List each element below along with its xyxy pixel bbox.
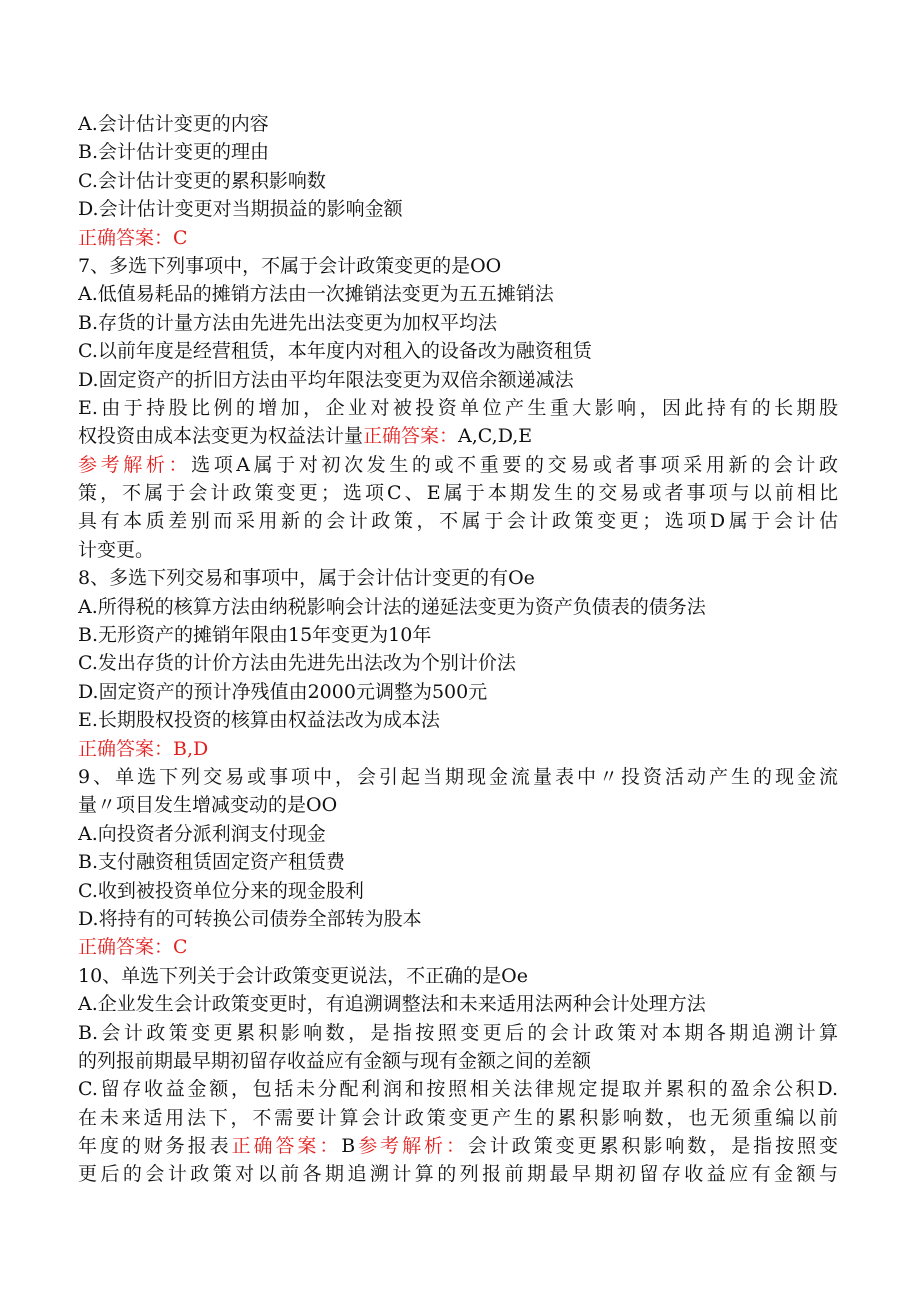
- text-line: B.无形资产的摊销年限由15年变更为10年: [78, 624, 432, 647]
- text-line: 9、单选下列交易或事项中，会引起当期现金流量表中〃投资活动产生的现金流: [78, 765, 838, 788]
- document-page: [78, 110, 838, 1189]
- text-line: 10、单选下列关于会计政策变更说法，不正确的是Oe: [78, 964, 528, 987]
- text-line: D.固定资产的折旧方法由平均年限法变更为双倍余额递减法: [78, 368, 574, 391]
- text-segment: A,C,D,E: [458, 425, 533, 448]
- text-segment: 选项A属于对初次发生的或不重要的交易或者事项采用新的会计政: [191, 453, 838, 476]
- text-segment: 权投资由成本法变更为权益法计量: [78, 425, 364, 448]
- text-line: A.企业发生会计政策变更时，有追溯调整法和未来适用法两种会计处理方法: [78, 993, 706, 1016]
- text-line: C.留存收益金额，包括未分配利润和按照相关法律规定提取并累积的盈余公积D.: [78, 1078, 838, 1101]
- text-line: D.将持有的可转换公司债券全部转为股本: [78, 907, 422, 930]
- text-line: A.会计估计变更的内容: [78, 113, 269, 135]
- text-line: E.长期股权投资的核算由权益法改为成本法: [78, 709, 440, 732]
- text-line: 更后的会计政策对以前各期追溯计算的列报前期最早期初留存收益应有金额与: [78, 1163, 838, 1186]
- text-line: B.会计估计变更的理由: [78, 141, 270, 164]
- correct-answer: 正确答案：B,D: [78, 737, 209, 760]
- correct-answer: 正确答案：C: [78, 226, 188, 249]
- text-segment: B: [341, 1135, 356, 1158]
- text-line: 计变更。: [78, 538, 155, 561]
- text-line: 量〃项目发生增减变动的是OO: [78, 794, 338, 817]
- text-line: B.存货的计量方法由先进先出法变更为加权平均法: [78, 311, 498, 334]
- text-line: A.低值易耗品的摊销方法由一次摊销法变更为五五摊销法: [78, 283, 554, 306]
- text-line: C.以前年度是经营租赁，本年度内对租入的设备改为融资租赁: [78, 340, 592, 363]
- answer-label: 参考解析：: [355, 1135, 468, 1158]
- text-line: C.发出存货的计价方法由先进先出法改为个别计价法: [78, 652, 516, 675]
- text-line: 7、多选下列事项中，不属于会计政策变更的是OO: [78, 254, 502, 277]
- text-line: 在未来适用法下，不需要计算会计政策变更产生的累积影响数，也无须重编以前: [78, 1106, 838, 1129]
- answer-label: 参考解析：: [78, 453, 192, 476]
- text-line: D.会计估计变更对当期损益的影响金额: [78, 198, 403, 221]
- text-line: 的列报前期最早期初留存收益应有金额与现有金额之间的差额: [78, 1049, 592, 1072]
- text-line: C.会计估计变更的累积影响数: [78, 169, 326, 192]
- text-line: 具有本质差别而采用新的会计政策，不属于会计政策变更；选项D属于会计估: [78, 510, 838, 533]
- text-segment: 会计政策变更累积影响数，是指按照变: [467, 1135, 838, 1158]
- text-line: E.由于持股比例的增加，企业对被投资单位产生重大影响，因此持有的长期股: [78, 396, 838, 419]
- text-line: 8、多选下列交易和事项中，属于会计估计变更的有Oe: [78, 567, 535, 590]
- text-line: B.支付融资租赁固定资产租赁费: [78, 851, 346, 874]
- text-line: [78, 451, 838, 479]
- text-line: [78, 422, 838, 450]
- text-line: A.所得税的核算方法由纳税影响会计法的递延法变更为资产负债表的债务法: [78, 595, 706, 618]
- text-segment: 年度的财务报表: [78, 1135, 232, 1158]
- answer-label: 正确答案：: [363, 425, 459, 448]
- text-line: B.会计政策变更累积影响数，是指按照变更后的会计政策对本期各期追溯计算: [78, 1021, 838, 1044]
- text-line: A.向投资者分派利润支付现金: [78, 822, 326, 845]
- text-line: C.收到被投资单位分来的现金股利: [78, 879, 364, 902]
- text-line: 策，不属于会计政策变更；选项C、E属于本期发生的交易或者事项与以前相比: [78, 482, 838, 505]
- correct-answer: 正确答案：C: [78, 936, 188, 959]
- text-line: [78, 1132, 838, 1160]
- answer-label: 正确答案：: [231, 1135, 342, 1158]
- text-line: D.固定资产的预计净残值由2000元调整为500元: [78, 680, 488, 703]
